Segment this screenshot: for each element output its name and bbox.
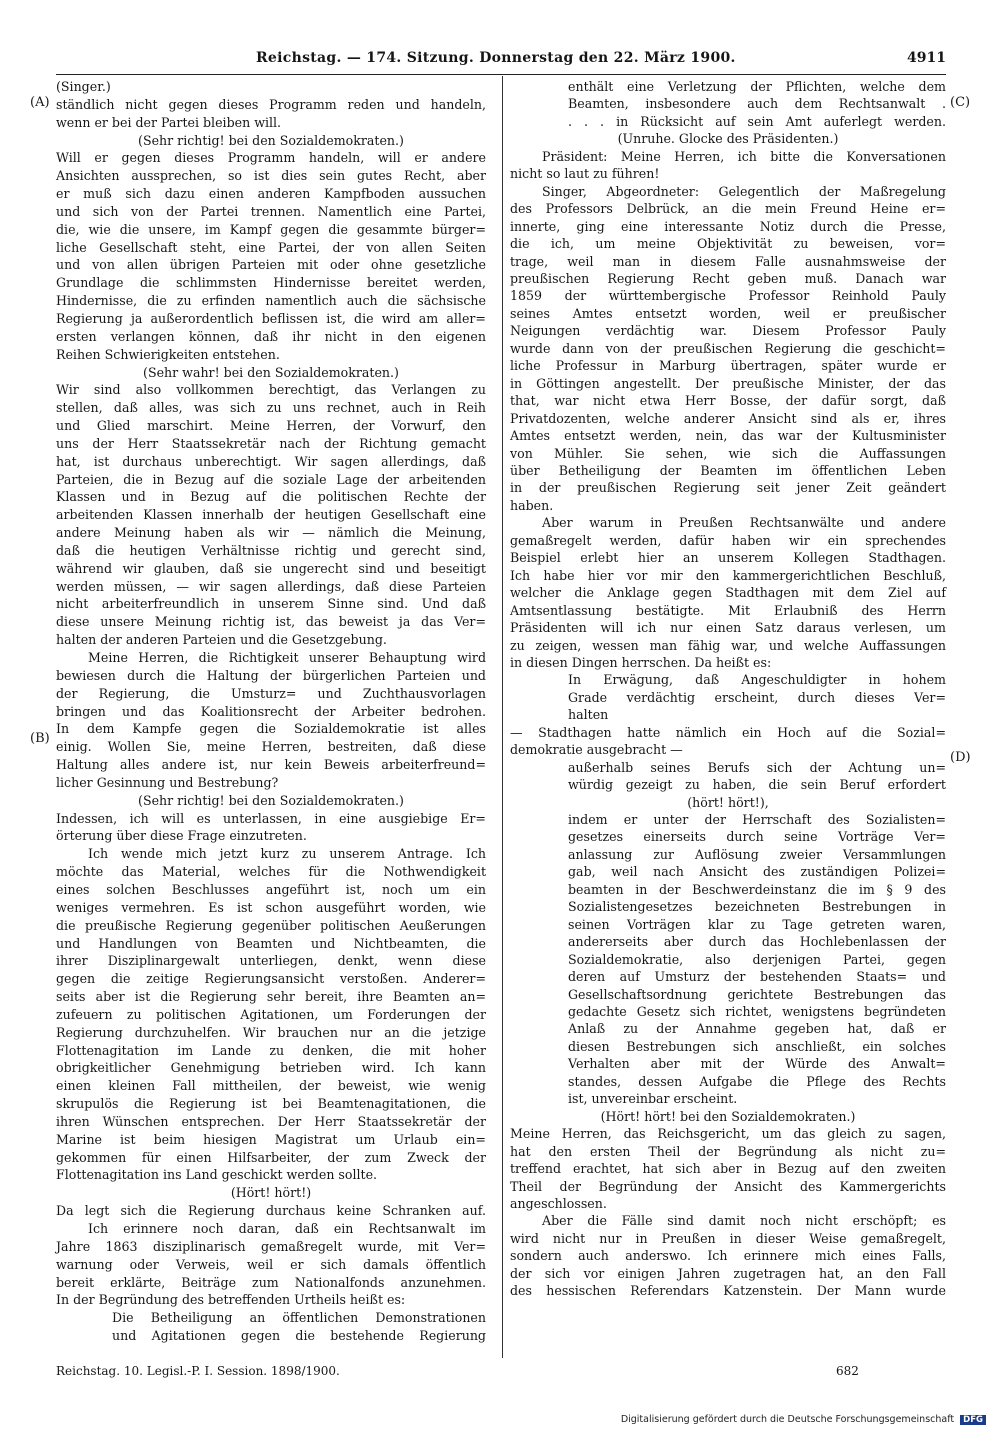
text-line: halten <box>568 707 609 723</box>
text-line: that, war nicht etwa Herr Bosse, der dafür sorgt, daß <box>510 393 946 409</box>
text-line: obrigkeitlicher Genehmigung betrieben wird. Ich kann <box>56 1060 486 1076</box>
text-line: In Erwägung, daß Angeschuldigter in hohem <box>568 672 946 688</box>
text-line: andere Meinung haben als wir — nämlich die Meinung, <box>56 525 486 541</box>
text-line: die ich, um meine Objektivität zu beweisen, vor= <box>510 236 946 252</box>
text-line: in der preußischen Regierung seit jener Zeit geändert <box>510 480 946 496</box>
text-line: während wir glauben, daß sie ungerecht sind und beseitigt <box>56 560 486 576</box>
text-line: örterung über diese Frage einzutreten. <box>56 828 307 844</box>
text-line: werden müssen, — wir sagen allerdings, daß diese Parteien <box>56 578 486 594</box>
text-line: Präsident: Meine Herren, ich bitte die Konversationen <box>542 148 946 164</box>
text-line: gab, weil nach Ansicht des zuständigen Polizei= <box>568 864 946 880</box>
text-line: beamten in der Beschwerdeinstanz die im § 9 des <box>568 881 946 897</box>
text-line: Beispiel erlebt hier an unserem Kollegen Stadthagen. <box>510 550 946 566</box>
text-line: seinen Vorträgen klar zu Tage getreten waren, <box>568 916 946 932</box>
text-line: über Betheiligung der Beamten im öffentlichen Leben <box>510 462 946 478</box>
text-line: Flottenagitation im Lande zu denken, die mit hoher <box>56 1042 486 1058</box>
text-line: (Singer.) <box>56 79 111 94</box>
text-line: Neigungen verdächtig war. Diesem Professor Pauly <box>510 323 946 339</box>
text-line: Haltung alles andere ist, nur kein Beweis arbeiterfreund= <box>56 757 486 773</box>
text-line: die preußische Regierung gegenüber politischen Aeußerungen <box>56 917 486 933</box>
margin-mark-d: (D) <box>950 750 971 765</box>
text-line: deren auf Umsturz der bestehenden Staats= und <box>568 969 946 985</box>
text-line: uns der Herr Staatssekretär nach der Richtung gemacht <box>56 435 486 451</box>
text-line: einen kleinen Fall mittheilen, der beweist, wie wenig <box>56 1078 486 1094</box>
text-line: wenn er bei der Partei bleiben will. <box>56 114 282 130</box>
text-line: Aber die Fälle sind damit noch nicht erschöpft; es <box>542 1213 946 1229</box>
text-line: arbeitenden Klassen innerhalb der heutigen Gesellschaft eine <box>56 507 486 523</box>
text-line: Flottenagitation ins Land geschickt werden sollte. <box>56 1167 378 1183</box>
text-line: einig. Wollen Sie, meine Herren, bestreiten, daß diese <box>56 739 486 755</box>
text-line: Anlaß zu der Annahme gegeben hat, daß er <box>568 1021 946 1037</box>
text-line: Amtsentlassung bestätigte. Mit Erlaubniß des Herrn <box>510 602 946 618</box>
text-line: des Professors Delbrück, an die mein Freund Heine er= <box>510 201 946 217</box>
text-line: Meine Herren, die Richtigkeit unserer Behauptung wird <box>88 650 486 665</box>
text-line: liche Gesellschaft steht, eine Partei, der von allen Seiten <box>56 239 486 255</box>
running-title: Reichstag. — 174. Sitzung. Donnerstag den 22. März 1900. <box>256 50 736 66</box>
text-line: Sozialdemokratie, also derjenigen Partei, gegen <box>568 951 946 967</box>
text-line: von Mühler. Sie sehen, wie sich die Auffassungen <box>510 445 946 461</box>
text-line: Ich habe hier vor mir den kammergerichtlichen Beschluß, <box>510 567 946 583</box>
text-line: (Hört! hört! bei den Sozialdemokraten.) <box>600 1108 856 1124</box>
text-line: außerhalb seines Berufs sich der Achtung un= <box>568 759 946 775</box>
text-line: Verhalten aber mit der Würde des Anwalt= <box>568 1056 946 1072</box>
text-line: (Unruhe. Glocke des Präsidenten.) <box>617 131 839 147</box>
margin-mark-a: (A) <box>30 95 50 110</box>
text-line: die, wie die unsere, im Kampf gegen die gesammte bürger= <box>56 221 486 237</box>
text-line: Präsidenten will ich nur einen Satz daraus verlesen, um <box>510 620 946 636</box>
text-line: Regierung ja außerordentlich beflissen ist, die wird am aller= <box>56 310 486 326</box>
text-line: In dem Kampfe gegen die Sozialdemokratie ist alles <box>56 721 486 737</box>
text-line: demokratie ausgebracht — <box>510 742 683 758</box>
text-line: in Göttingen angestellt. Der preußische Minister, der das <box>510 375 946 391</box>
text-line: der sich vor einigen Jahren zugetragen hat, an den Fall <box>510 1265 946 1281</box>
text-line: eines solchen Beschlusses angeführt ist, noch um ein <box>56 881 486 897</box>
text-line: Da legt sich die Regierung durchaus keine Schranken auf. <box>56 1203 486 1219</box>
text-line: hat, ist durchaus unberechtigt. Wir sagen allerdings, daß <box>56 453 486 469</box>
text-line: Gesellschaftsordnung gerichtete Bestrebungen das <box>568 986 946 1002</box>
margin-mark-b: (B) <box>30 731 50 746</box>
text-line: Aber warum in Preußen Rechtsanwälte und andere <box>542 515 946 531</box>
text-line: Singer, Abgeordneter: Gelegentlich der Maßregelung <box>542 183 946 199</box>
text-line: (Sehr richtig! bei den Sozialdemokraten.) <box>138 792 404 808</box>
text-line: Regierung durchzuhelfen. Wir brauchen nur an die jetzige <box>56 1024 486 1040</box>
text-line: standes, dessen Aufgabe die Pflege des Rechts <box>568 1073 946 1089</box>
text-line: In der Begründung des betreffenden Urtheils heißt es: <box>56 1292 406 1308</box>
right-column <box>510 78 946 1300</box>
text-line: und von allen übrigen Parteien mit oder ohne gesetzliche <box>56 257 486 273</box>
text-line: 1859 der württembergische Professor Reinhold Pauly <box>510 288 946 304</box>
text-line: Marine ist beim hiesigen Magistrat um Urlaub ein= <box>56 1131 486 1147</box>
text-line: in diesen Dingen herrschen. Da heißt es: <box>510 654 772 670</box>
text-line: Ich wende mich jetzt kurz zu unserem Antrage. Ich <box>88 846 486 862</box>
text-line: Ich erinnere noch daran, daß ein Rechtsanwalt im <box>88 1221 486 1236</box>
text-line: preußischen Regierung Recht geben muß. Danach war <box>510 270 946 286</box>
text-line: zufeuern zu politischen Agitationen, um Forderungen der <box>56 1006 486 1022</box>
text-line: Hindernisse, die zu erfinden namentlich auch die sächsische <box>56 293 486 309</box>
column-divider <box>502 76 503 1358</box>
text-line: stellen, daß alles, was sich zu uns rechnet, auch in Reih <box>56 400 486 416</box>
dfg-logo: DFG <box>960 1415 986 1425</box>
text-line: ihrer Disziplinargewalt unterliegen, denkt, wenn diese <box>56 953 486 969</box>
text-line: gemaßregelt werden, dafür haben wir ein sprechendes <box>510 532 946 548</box>
funding-text: Digitalisierung gefördert durch die Deutsche Forschungsgemeinschaft <box>620 1414 955 1425</box>
text-line: Reihen Schwierigkeiten entstehen. <box>56 346 280 362</box>
text-line: Wir sind also vollkommen berechtigt, das Verlangen zu <box>56 382 486 398</box>
text-line: Theil der Begründung der Ansicht des Kammergerichts <box>510 1178 946 1194</box>
text-line: würdig gezeigt zu haben, die sein Beruf erfordert <box>568 777 946 793</box>
text-line: bereit erklärte, Beiträge zum Nationalfonds anzunehmen. <box>56 1274 486 1290</box>
text-line: Die Betheiligung an öffentlichen Demonstrationen <box>112 1310 486 1326</box>
text-line: sondern auch anderswo. Ich erinnere mich eines Falls, <box>510 1248 946 1264</box>
text-line: diese unsere Meinung richtig ist, das beweist ja das Ver= <box>56 614 486 630</box>
text-line: Privatdozenten, welche anderer Ansicht sind als er, ihres <box>510 410 946 426</box>
funding-note <box>621 1414 986 1425</box>
text-line: ihren Wünschen entsprechen. Der Herr Staatssekretär der <box>56 1113 486 1129</box>
text-line: liche Professur in Marburg übertragen, später wurde er <box>510 358 946 374</box>
text-line: daß die heutigen Verhältnisse richtig und gerecht sind, <box>56 542 486 558</box>
text-line: Grade verdächtig erscheint, durch dieses Ver= <box>568 689 946 705</box>
text-line: gesetzes einerseits durch seine Vorträge Ver= <box>568 829 946 845</box>
text-line: (Sehr richtig! bei den Sozialdemokraten.) <box>138 132 404 148</box>
text-line: des hessischen Referendars Katzenstein. Der Mann wurde <box>510 1283 946 1299</box>
text-line: gedachte Gesetz sich richtet, wenigstens begründeten <box>568 1004 946 1020</box>
text-line: ist, unvereinbar erscheint. <box>568 1091 738 1107</box>
text-line: Grundlage die schlimmsten Hindernisse bereitet werden, <box>56 275 486 291</box>
text-line: Klassen und in Bezug auf die politischen Rechte der <box>56 489 486 505</box>
page-footer <box>56 1364 946 1378</box>
text-line: Will er gegen dieses Programm handeln, will er andere <box>56 150 486 166</box>
left-column <box>56 78 486 1345</box>
text-line: ständlich nicht gegen dieses Programm reden und handeln, <box>56 96 486 112</box>
text-line: — Stadthagen hatte nämlich ein Hoch auf die Sozial= <box>510 724 946 740</box>
text-line: der Regierung, die Umsturz= und Zuchthausvorlagen <box>56 685 486 701</box>
text-line: enthält eine Verletzung der Pflichten, welche dem <box>568 79 946 94</box>
text-line: skrupulös die Regierung ist bei Beamtenagitationen, die <box>56 1096 486 1112</box>
text-line: er muß sich dazu einen anderen Kampfboden aussuchen <box>56 186 486 202</box>
text-line: wird nicht nur in Preußen in dieser Weise gemaßregelt, <box>510 1230 946 1246</box>
text-line: (hört! hört!), <box>687 794 769 810</box>
text-line: hat den ersten Theil der Begründung als nicht zu= <box>510 1143 946 1159</box>
text-line: bringen und das Koalitionsrecht der Arbeiter bedrohen. <box>56 703 486 719</box>
text-line: Meine Herren, das Reichsgericht, um das gleich zu sagen, <box>510 1126 946 1142</box>
text-line: diesen Bestrebungen sich anschließt, ein solches <box>568 1038 946 1054</box>
text-line: haben. <box>510 497 554 513</box>
text-line: (Hört! hört!) <box>230 1185 312 1201</box>
text-line: angeschlossen. <box>510 1196 607 1211</box>
text-line: und Agitationen gegen die bestehende Regierung <box>112 1328 486 1344</box>
text-line: gegen die zeitige Regierungsansicht verstoßen. Anderer= <box>56 971 486 987</box>
text-line: Ansichten aussprechen, so ist dies sein gutes Recht, aber <box>56 168 486 184</box>
text-line: welcher die Anklage gegen Stadthagen mit dem Ziel auf <box>510 585 946 601</box>
text-line: innerte, ging eine interessante Notiz durch die Presse, <box>510 218 946 234</box>
text-line: weniges vermehren. Es ist schon ausgeführt worden, wie <box>56 899 486 915</box>
text-line: Amtes entsetzt werden, nein, das war der Kultusminister <box>510 428 946 444</box>
text-line: möchte das Material, welches für die Nothwendigkeit <box>56 864 486 880</box>
text-line: anlassung zur Auflösung zweier Versammlungen <box>568 846 946 862</box>
page-number: 4911 <box>907 50 946 66</box>
printer-signature: 682 <box>836 1364 859 1378</box>
text-line: ersten verlangen können, daß ihr nicht in den eigenen <box>56 328 486 344</box>
text-line: andererseits aber durch das Hochlebenlassen der <box>568 934 946 950</box>
text-line: Jahre 1863 disziplinarisch gemaßregelt wurde, mit Ver= <box>56 1238 486 1254</box>
text-line: Beamten, insbesondere auch dem Rechtsanwalt . <box>568 96 946 112</box>
text-line: licher Gesinnung und Bestrebung? <box>56 774 279 790</box>
text-line: bewiesen durch die Haltung der bürgerlichen Parteien und <box>56 667 486 683</box>
text-line: treffend erachtet, hat sich aber in Bezug auf den zweiten <box>510 1161 946 1177</box>
text-line: zu zeigen, wessen man fähig war, und welche Auffassungen <box>510 637 946 653</box>
text-line: und Handlungen von Beamten und Nichtbeamten, die <box>56 935 486 951</box>
text-line: und sich von der Partei trennen. Namentlich eine Partei, <box>56 203 486 219</box>
header-rule <box>56 74 946 75</box>
text-line: trage, weil man in diesem Falle ausnahmsweise der <box>510 253 946 269</box>
text-line: halten der anderen Parteien und die Gesetzgebung. <box>56 632 387 648</box>
text-line: indem er unter der Herrschaft des Sozialisten= <box>568 812 946 828</box>
text-line: (Sehr wahr! bei den Sozialdemokraten.) <box>143 364 399 380</box>
text-line: nicht arbeiterfreundlich in unserem Sinne sind. Und daß <box>56 596 486 612</box>
text-line: wurde dann von der preußischen Regierung die geschicht= <box>510 340 946 356</box>
text-line: seits aber ist die Regierung sehr bereit, ihre Beamten an= <box>56 989 486 1005</box>
text-line: nicht so laut zu führen! <box>510 166 660 182</box>
footer-session: Reichstag. 10. Legisl.-P. I. Session. 1898/1900. <box>56 1364 340 1378</box>
text-line: und Glied marschirt. Meine Herren, der Vorwurf, den <box>56 418 486 434</box>
text-line: warnung oder Verweis, weil er sich damals öffentlich <box>56 1256 486 1272</box>
text-line: seines Amtes entsetzt worden, weil er preußischer <box>510 305 946 321</box>
text-line: . . . in Rücksicht auf sein Amt auferlegt werden. <box>568 113 946 129</box>
text-line: Indessen, ich will es unterlassen, in eine ausgiebige Er= <box>56 810 486 826</box>
margin-mark-c: (C) <box>950 95 971 110</box>
text-line: gekommen für einen Hilfsarbeiter, der zum Zweck der <box>56 1149 486 1165</box>
text-line: Sozialistengesetzes bezeichneten Bestrebungen in <box>568 899 946 915</box>
text-line: Parteien, die in Bezug auf die soziale Lage der arbeitenden <box>56 471 486 487</box>
